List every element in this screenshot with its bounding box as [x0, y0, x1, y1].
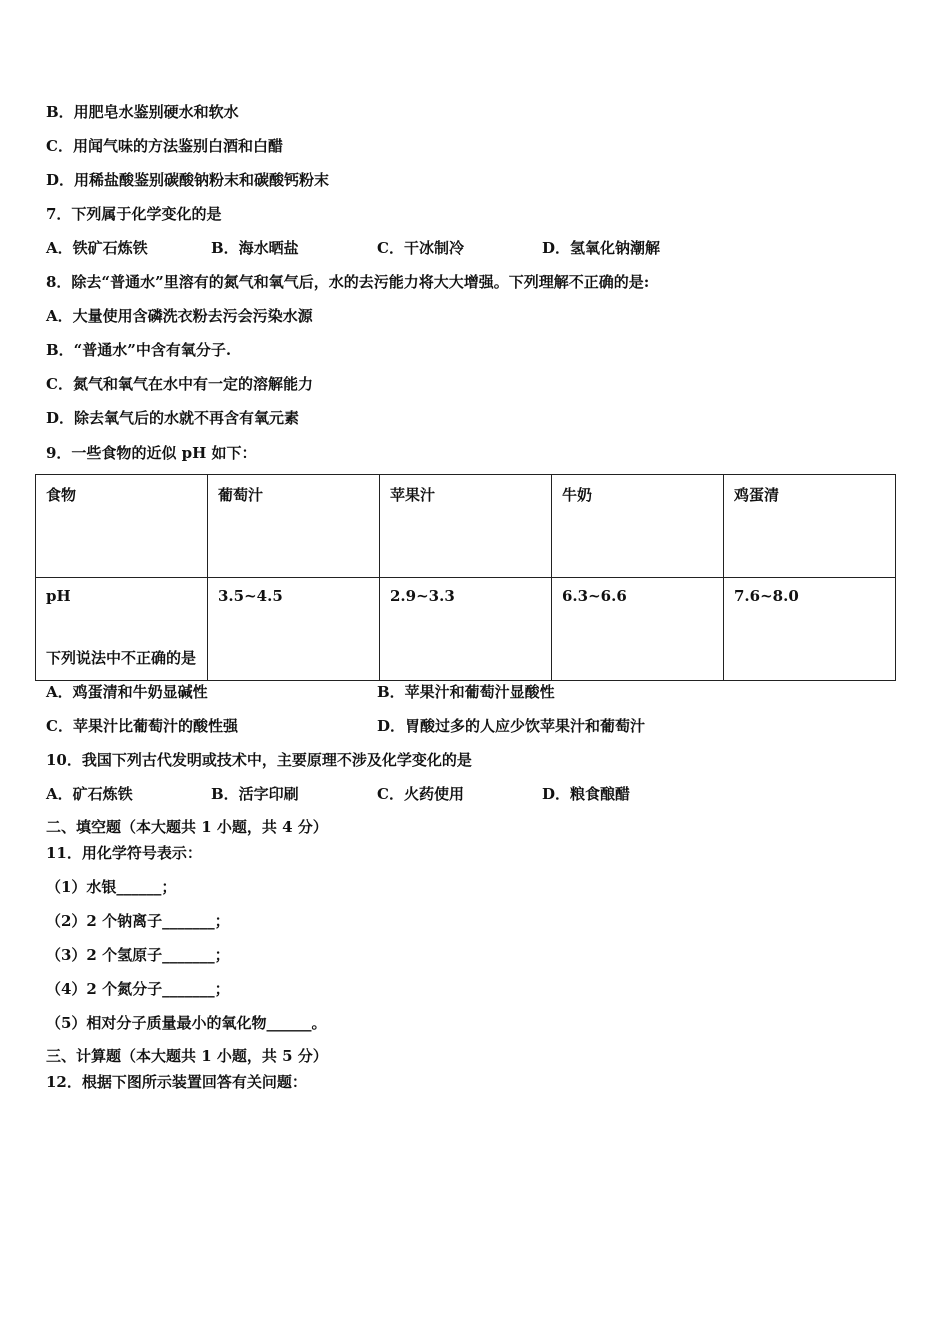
question-11-item-3: （3）2 个氢原子_______； [46, 946, 230, 964]
table-cell: 3.5~4.5 [208, 578, 380, 681]
question-10-option-d: D．粮食酿醋 [542, 785, 631, 803]
question-8-stem: 8．除去“普通水”里溶有的氮气和氧气后，水的去污能力将大大增强。下列理解不正确的是: [46, 273, 650, 291]
question-7-option-c: C．干冰制冷 [377, 239, 464, 257]
table-cell: 鸡蛋清 [724, 475, 896, 578]
question-9-option-b: B．苹果汁和葡萄汁显酸性 [377, 683, 555, 701]
question-8-option-b: B．“普通水”中含有氧分子. [46, 341, 232, 359]
question-9-option-c: C．苹果汁比葡萄汁的酸性强 [46, 717, 238, 735]
question-11-stem: 11．用化学符号表示： [46, 844, 202, 862]
question-10-option-a: A．矿石炼铁 [46, 785, 133, 803]
question-9-sub: 下列说法中不正确的是 [46, 649, 197, 667]
section-2-heading: 二、填空题（本大题共 1 小题，共 4 分） [46, 818, 328, 836]
question-10-stem: 10．我国下列古代发明或技术中，主要原理不涉及化学变化的是 [46, 751, 472, 769]
question-7-stem: 7．下列属于化学变化的是 [46, 205, 222, 223]
question-6-option-c: C．用闻气味的方法鉴别白酒和白醋 [46, 137, 283, 155]
question-9-stem: 9．一些食物的近似 pH 如下： [46, 444, 257, 462]
table-cell: 苹果汁 [380, 475, 552, 578]
section-3-heading: 三、计算题（本大题共 1 小题，共 5 分） [46, 1047, 328, 1065]
table-cell: 葡萄汁 [208, 475, 380, 578]
question-11-item-2: （2）2 个钠离子_______； [46, 912, 230, 930]
question-12-stem: 12．根据下图所示装置回答有关问题： [46, 1073, 307, 1091]
question-9-option-d: D．胃酸过多的人应少饮苹果汁和葡萄汁 [377, 717, 646, 735]
table-cell: pH [36, 578, 208, 681]
question-10-option-c: C．火药使用 [377, 785, 464, 803]
question-8-option-a: A．大量使用含磷洗衣粉去污会污染水源 [46, 307, 313, 325]
question-10-option-b: B．活字印刷 [211, 785, 299, 803]
question-11-item-5: （5）相对分子质量最小的氧化物______。 [46, 1014, 327, 1032]
question-11-item-1: （1）水银______； [46, 878, 177, 896]
table-cell: 6.3~6.6 [552, 578, 724, 681]
question-11-item-4: （4）2 个氮分子_______； [46, 980, 230, 998]
table-cell: 7.6~8.0 [724, 578, 896, 681]
table-cell: 2.9~3.3 [380, 578, 552, 681]
table-cell: 食物 [36, 475, 208, 578]
question-7-option-a: A．铁矿石炼铁 [46, 239, 148, 257]
question-6-option-d: D．用稀盐酸鉴别碳酸钠粉末和碳酸钙粉末 [46, 171, 330, 189]
question-7-option-d: D．氢氧化钠潮解 [542, 239, 661, 257]
table-header-row [36, 475, 896, 578]
question-6-option-b: B．用肥皂水鉴别硬水和软水 [46, 103, 239, 121]
question-8-option-d: D．除去氧气后的水就不再含有氧元素 [46, 409, 300, 427]
table-cell: 牛奶 [552, 475, 724, 578]
question-8-option-c: C．氮气和氧气在水中有一定的溶解能力 [46, 375, 313, 393]
question-7-option-b: B．海水晒盐 [211, 239, 299, 257]
question-9-option-a: A．鸡蛋清和牛奶显碱性 [46, 683, 208, 701]
